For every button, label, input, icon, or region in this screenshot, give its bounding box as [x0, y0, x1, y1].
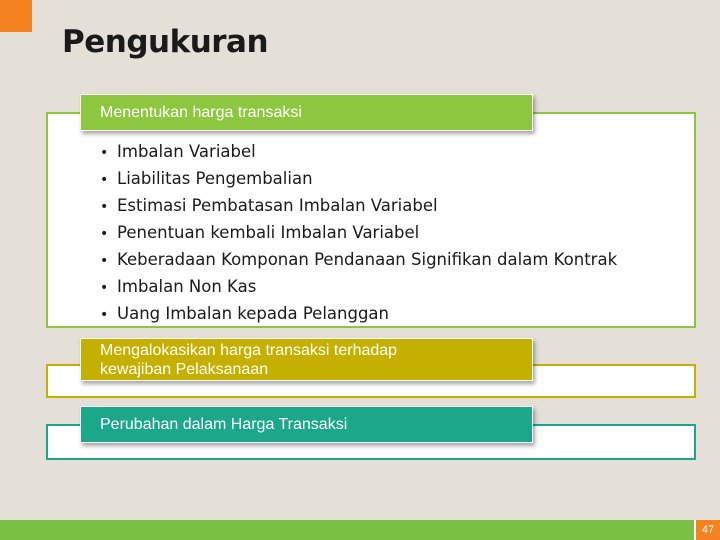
list-item [100, 220, 617, 247]
list-item-text: Liabilitas Pengembalian [117, 169, 313, 188]
section-3-heading: Perubahan dalam Harga Transaksi [80, 406, 533, 443]
list-item-text: Imbalan Non Kas [117, 277, 257, 296]
slide-title: Pengukuran [62, 24, 269, 60]
list-item-text: Penentuan kembali Imbalan Variabel [117, 223, 420, 242]
list-item-text: Imbalan Variabel [117, 142, 256, 161]
list-item [100, 193, 617, 220]
section-1-bullet-list [100, 139, 617, 328]
bullet-icon: • [100, 307, 109, 323]
section-1-heading: Menentukan harga transaksi [80, 94, 533, 131]
list-item [100, 274, 617, 301]
list-item-text: Estimasi Pembatasan Imbalan Variabel [117, 196, 438, 215]
corner-accent-square [0, 0, 32, 32]
list-item [100, 139, 617, 166]
list-item [100, 166, 617, 193]
bullet-icon: • [100, 172, 109, 188]
bullet-icon: • [100, 226, 109, 242]
bullet-icon: • [100, 199, 109, 215]
bullet-icon: • [100, 280, 109, 296]
list-item [100, 301, 617, 328]
page-number: 47 [694, 520, 720, 540]
bullet-icon: • [100, 145, 109, 161]
list-item-text: Uang Imbalan kepada Pelanggan [117, 304, 390, 323]
list-item-text: Keberadaan Komponan Pendanaan Signifikan dalam Kontrak [117, 250, 618, 269]
list-item [100, 247, 617, 274]
bullet-icon: • [100, 253, 109, 269]
section-2-heading: Mengalokasikan harga transaksi terhadap kewajiban Pelaksanaan [80, 338, 533, 381]
footer-bar [0, 520, 720, 540]
